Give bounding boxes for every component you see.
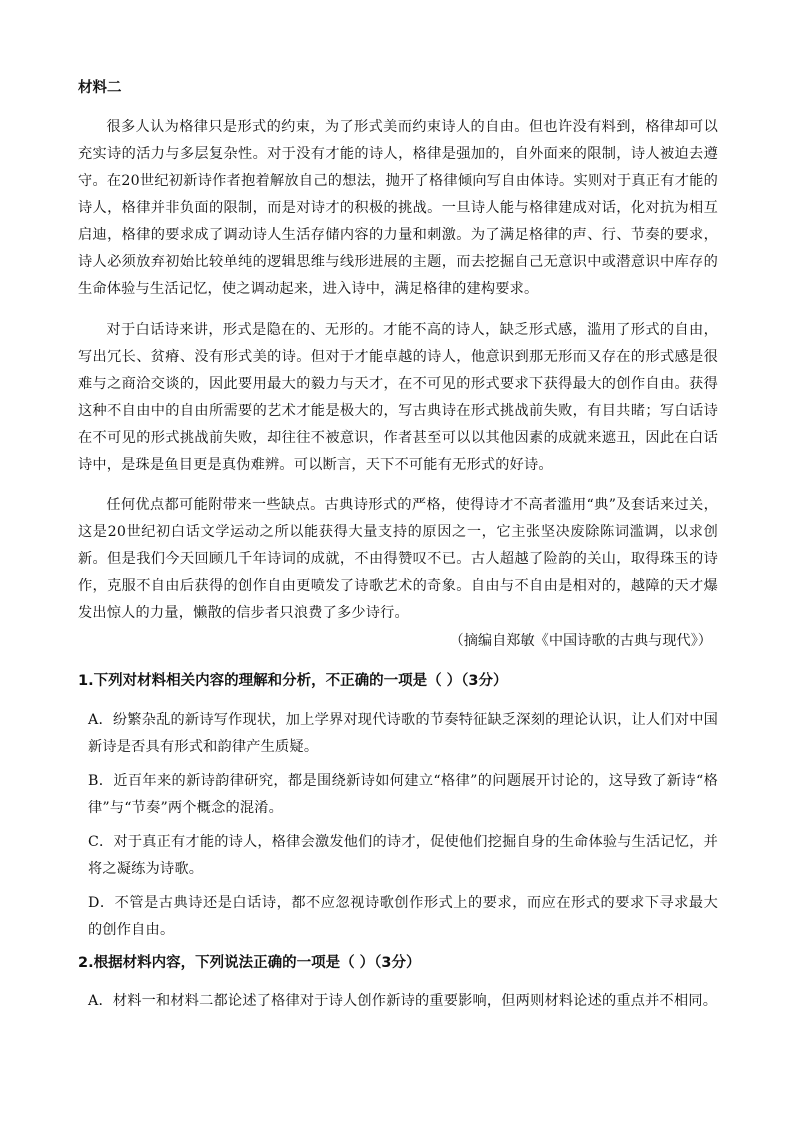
question-1-option-b: B．近百年来的新诗韵律研究，都是围绕新诗如何建立“格律”的问题展开讨论的，这导致了新诗“格律”与“节奏”两个概念的混淆。 <box>88 773 718 816</box>
question-1-stem: 1.下列对材料相关内容的理解和分析，不正确的一项是（ ）（3分） <box>78 673 508 689</box>
question-2-stem: 2.根据材料内容，下列说法正确的一项是（ ）（3分） <box>78 955 421 971</box>
question-1-option-a: A．纷繁杂乱的新诗写作现状，加上学界对现代诗歌的节奏特征缺乏深刻的理论认识，让人们对中国新诗是否具有形式和韵律产生质疑。 <box>88 712 718 755</box>
material-paragraph-3: 任何优点都可能附带来一些缺点。古典诗形式的严格，使得诗才不高者滥用“典”及套话来过关，这是20世纪初白话文学运动之所以能获得大量支持的原因之一，它主张坚决废除陈词滥调，以求创新。但是我们今天回顾几千年诗词的成就，不由得赞叹不已。古人超越了险韵的关山，取得珠玉的诗作，克服不自由后获得的创作自由更喷发了诗歌艺术的奇象。自由与不自由是相对的，越障的天才爆发出惊人的力量，懒散的信步者只浪费了多少诗行。 <box>78 497 718 621</box>
question-1-option-c: C．对于真正有才能的诗人，格律会激发他们的诗才，促使他们挖掘自身的生命体验与生活记忆，并将之凝练为诗歌。 <box>88 834 718 877</box>
material-paragraph-2: 对于白话诗来讲，形式是隐在的、无形的。才能不高的诗人，缺乏形式感，滥用了形式的自由，写出冗长、贫瘠、没有形式美的诗。但对于才能卓越的诗人，他意识到那无形而又存在的形式感是很难与之商洽交谈的，因此要用最大的毅力与天才，在不可见的形式要求下获得最大的创作自由。获得这种不自由中的自由所需要的艺术才能是极大的，写古典诗在形式挑战前失败，有目共睹；写白话诗在不可见的形式挑战前失败，却往往不被意识，作者甚至可以以其他因素的成就来遮丑，因此在白话诗中，是珠是鱼目更是真伪难辨。可以断言，天下不可能有无形式的好诗。 <box>78 322 718 473</box>
material-source: （摘编自郑敏《中国诗歌的古典与现代》） <box>449 633 712 649</box>
material-paragraph-1: 很多人认为格律只是形式的约束，为了形式美而约束诗人的自由。但也许没有料到，格律却可以充实诗的活力与多层复杂性。对于没有才能的诗人，格律是强加的，自外面来的限制，诗人被迫去遵守。在20世纪初新诗作者抱着解放自己的想法，抛开了格律倾向写自由体诗。实则对于真正有才能的诗人，格律并非负面的限制，而是对诗才的积极的挑战。一旦诗人能与格律建成对话，化对抗为相互启迪，格律的要求成了调动诗人生活存储内容的力量和刺激。为了满足格律的声、行、节奏的要求，诗人必须放弃初始比较单纯的逻辑思维与线形进展的主题，而去挖掘自己无意识中或潜意识中库存的生命体验与生活记忆，使之调动起来，进入诗中，满足格律的建构要求。 <box>78 119 718 297</box>
material-heading: 材料二 <box>78 80 122 96</box>
question-1-option-d: D．不管是古典诗还是白话诗，都不应忽视诗歌创作形式上的要求，而应在形式的要求下寻求最大的创作自由。 <box>88 895 718 938</box>
question-2-option-a: A．材料一和材料二都论述了格律对于诗人创作新诗的重要影响，但两则材料论述的重点并不相同。 <box>88 993 718 1009</box>
